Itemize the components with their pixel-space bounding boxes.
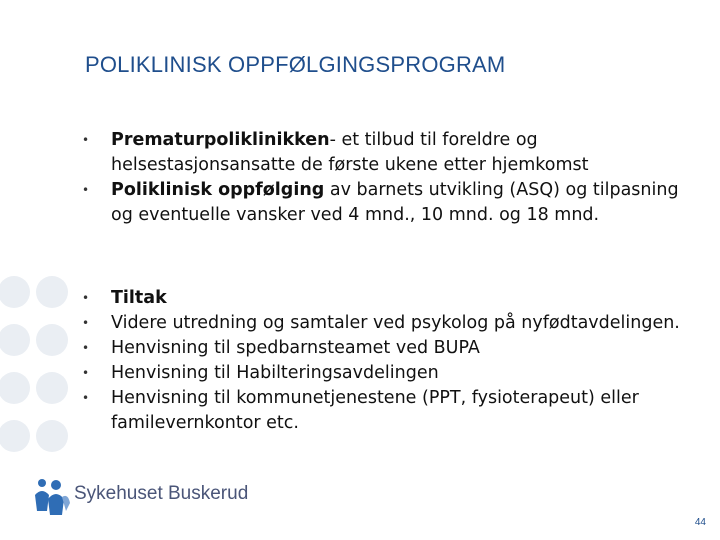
bullet-bold-text: Tiltak [111,288,167,308]
bullet-text: Henvisning til kommunetjenestene (PPT, fysioterapeut) eller familevernkontor etc. [111,388,639,433]
bullet-dot: • [82,183,90,197]
bullet-text: av barnets utvikling (ASQ) og tilpasning og eventuelle vansker ved 4 mnd., 10 mnd. og 18 mnd. [111,180,679,225]
bullet-text: Videre utredning og samtaler ved psykolog på nyfødtavdelingen. [111,313,680,333]
bullet-list-programs [82,128,682,228]
list-item [82,286,682,311]
logo-text: Sykehuset Buskerud [74,483,249,504]
bullet-dot: • [82,366,90,380]
list-item [82,128,682,178]
decorative-circles [0,270,70,470]
bullet-dot: • [82,391,90,405]
list-item [82,361,682,386]
list-item [82,386,682,436]
bullet-text: Henvisning til spedbarnsteamet ved BUPA [111,338,480,358]
bullet-dot: • [82,341,90,355]
bullet-dot: • [82,133,90,147]
slide-title: POLIKLINISK OPPFØLGINGSPROGRAM [85,52,506,77]
bullet-list-measures [82,286,682,436]
page-number: 44 [694,517,706,528]
list-item [82,336,682,361]
bullet-text: - et tilbud til foreldre og helsestasjonsansatte de første ukene etter hjemkomst [111,130,589,175]
bullet-bold-text: Prematurpoliklinikken [111,130,330,150]
list-item [82,311,682,336]
bullet-dot: • [82,316,90,330]
bullet-text: Henvisning til Habilteringsavdelingen [111,363,439,383]
list-item [82,178,682,228]
bullet-dot: • [82,291,90,305]
bullet-bold-text: Poliklinisk oppfølging [111,180,325,200]
